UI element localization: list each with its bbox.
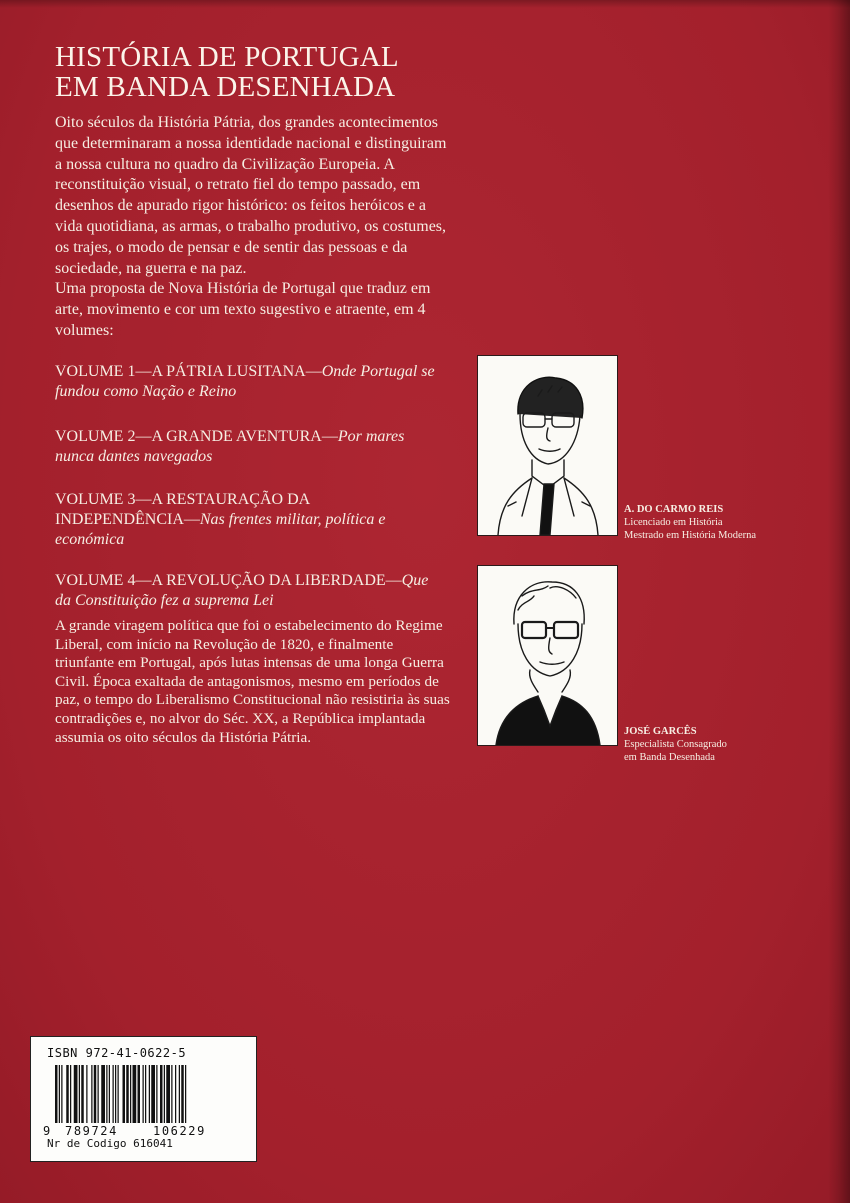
volume-1-subtitle: Onde Portugal se fundou como Nação e Reino: [55, 363, 435, 400]
volume-1-entry: [55, 362, 440, 402]
barcode-bar: [106, 1065, 107, 1123]
barcode-bar: [98, 1065, 99, 1123]
barcode-bar: [94, 1065, 97, 1123]
barcode-bars: [55, 1065, 186, 1123]
barcode-digits-group-2: 106229: [153, 1124, 206, 1138]
barcode-bar: [175, 1065, 176, 1123]
barcode-digits-group-1: 789724: [65, 1124, 118, 1138]
barcode-bar: [133, 1065, 137, 1123]
barcode-bar: [149, 1065, 150, 1123]
barcode-bar: [61, 1065, 62, 1123]
intro-paragraph-2: Uma proposta de Nova História de Portugal que traduz em arte, movimento e cor um texto sugestivo e atraente, em 4 volumes:: [55, 280, 431, 339]
barcode-bar: [113, 1065, 114, 1123]
intro-paragraph-1: Oito séculos da História Pátria, dos grandes acontecimentos que determinaram a nossa identidade nacional e distinguiram a nossa cultura no quadro da Civilização Europeia. A reconstituição visual, o retrato fiel do tempo passado, em desenhos de apurado rigor histórico: os feitos heróicos e a vida quotidiana, as armas, o trabalho produtivo, os costumes, os trajes, o modo de pensar e de sentir das pessoas e da sociedade, na guerra e na paz.: [55, 114, 447, 277]
barcode-bar: [126, 1065, 129, 1123]
author-name-jose-garces: JOSÉ GARCÊS: [624, 726, 697, 737]
isbn-barcode-box: [30, 1036, 257, 1162]
book-title: [55, 42, 399, 102]
cover-spine-shadow: [828, 0, 850, 1203]
barcode-bar: [145, 1065, 146, 1123]
barcode-bar: [164, 1065, 165, 1123]
author-caption-carmo-reis: [624, 503, 756, 543]
barcode-bar: [143, 1065, 144, 1123]
barcode-bar: [181, 1065, 184, 1123]
isbn-number: ISBN 972-41-0622-5: [47, 1046, 187, 1060]
product-code: Nr de Codigo 616041: [47, 1137, 173, 1149]
author-caption-jose-garces: [624, 725, 727, 765]
author-portrait-jose-garces: [477, 565, 618, 746]
barcode-bar: [156, 1065, 157, 1123]
barcode-bar: [79, 1065, 80, 1123]
volume-1-label: VOLUME 1—A PÁTRIA LUSITANA—: [55, 363, 322, 380]
author-credential-1-carmo-reis: Licenciado em História: [624, 517, 723, 529]
barcode-bar: [185, 1065, 186, 1123]
volume-2-entry: [55, 427, 440, 467]
book-title-line-1: HISTÓRIA DE PORTUGAL: [55, 41, 399, 73]
barcode-bar: [166, 1065, 170, 1123]
book-title-line-2: EM BANDA DESENHADA: [55, 71, 396, 103]
barcode-bar: [70, 1065, 71, 1123]
barcode-bar: [101, 1065, 105, 1123]
author-credential-2-carmo-reis: Mestrado em História Moderna: [624, 530, 757, 542]
barcode-bar: [171, 1065, 172, 1123]
barcode-bar: [109, 1065, 110, 1123]
barcode-bar: [91, 1065, 92, 1123]
volume-4-entry: [55, 571, 445, 611]
barcode-graphic: [43, 1065, 243, 1149]
barcode-bar: [138, 1065, 141, 1123]
volume-3-subtitle: Nas frentes militar, política e económica: [55, 511, 386, 548]
barcode-bar: [55, 1065, 58, 1123]
volume-3-label: VOLUME 3—A RESTAURAÇÃO DA INDEPENDÊNCIA—: [55, 491, 310, 528]
volume-2-label: VOLUME 2—A GRANDE AVENTURA—: [55, 428, 338, 445]
portrait-sketch-2: [478, 566, 617, 745]
barcode-bar: [86, 1065, 87, 1123]
volume-2-subtitle: Por mares nunca dantes navegados: [55, 428, 405, 465]
barcode-bar: [130, 1065, 131, 1123]
volume-4-label: VOLUME 4—A REVOLUÇÃO DA LIBERDADE—: [55, 572, 402, 589]
barcode-bar: [74, 1065, 78, 1123]
barcode-bar: [123, 1065, 126, 1123]
author-name-carmo-reis: A. DO CARMO REIS: [624, 504, 724, 515]
volume-4-subtitle: Que da Constituição fez a suprema Lei: [55, 572, 429, 609]
barcode-bar: [66, 1065, 69, 1123]
barcode-bar: [151, 1065, 155, 1123]
barcode-bar: [115, 1065, 116, 1123]
author-credential-1-jose-garces: Especialista Consagrado: [624, 739, 727, 751]
barcode-bar: [160, 1065, 163, 1123]
author-credential-2-jose-garces: em Banda Desenhada: [624, 752, 715, 764]
barcode-bar: [118, 1065, 119, 1123]
barcode-digit-lead: 9: [43, 1124, 51, 1138]
barcode-bar: [179, 1065, 180, 1123]
cover-top-edge: [0, 0, 850, 8]
volume-4-description: A grande viragem política que foi o estabelecimento do Regime Liberal, com início na Revolução de 1820, e finalmente triunfante em Portugal, após lutas intensas de uma longa Guerra Civil. Época exaltada de antagonismos, mesmo em períodos de paz, o tempo do Liberalismo Constitucional não resistiria às suas contradições e, no alvor do Séc. XX, a República implantada assumia os oito séculos da História Pátria.: [55, 617, 450, 746]
volume-3-entry: [55, 490, 405, 550]
portrait-sketch-1: [478, 356, 617, 535]
author-portrait-carmo-reis: [477, 355, 618, 536]
intro-text: [55, 113, 450, 342]
barcode-bar: [81, 1065, 84, 1123]
barcode-bar: [59, 1065, 60, 1123]
